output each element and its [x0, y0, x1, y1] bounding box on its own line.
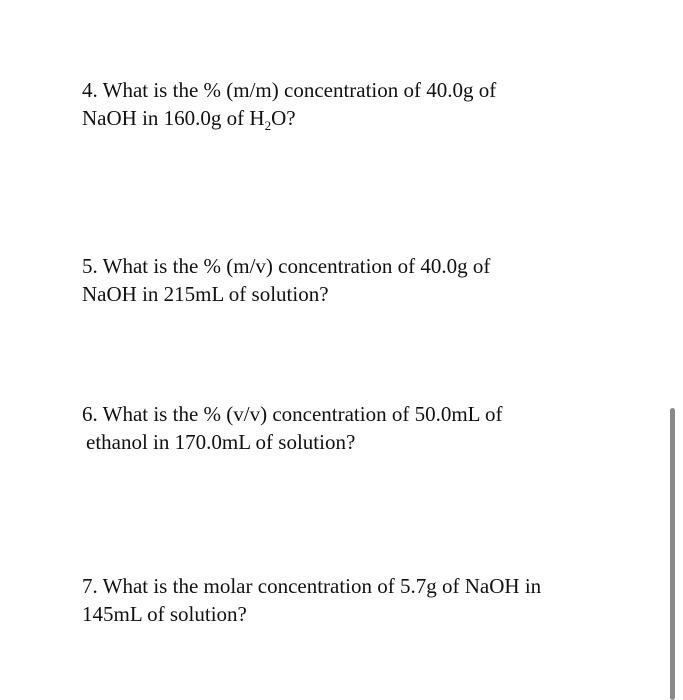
- question-6-line-1: 6. What is the % (v/v) concentration of 50.0mL of: [82, 402, 503, 426]
- question-4-line-2: [82, 104, 496, 132]
- question-5: [82, 252, 490, 308]
- question-7-line-1: 7. What is the molar concentration of 5.7g of NaOH in: [82, 574, 542, 598]
- question-6-line-2: ethanol in 170.0mL of solution?: [86, 430, 356, 454]
- question-4: [82, 76, 496, 132]
- question-4-line-2-prefix: NaOH in 160.0g of H: [82, 106, 265, 130]
- question-4-line-1: 4. What is the % (m/m) concentration of 40.0g of: [82, 78, 497, 102]
- question-5-line-2: NaOH in 215mL of solution?: [82, 282, 329, 306]
- vertical-scrollbar[interactable]: [670, 408, 675, 700]
- question-5-line-1: 5. What is the % (m/v) concentration of 40.0g of: [82, 254, 491, 278]
- question-7: [82, 572, 541, 628]
- question-4-line-2-suffix: O?: [271, 106, 296, 130]
- question-7-line-2: 145mL of solution?: [82, 602, 247, 626]
- question-4-subscript: 2: [264, 118, 272, 134]
- question-6: [82, 400, 502, 456]
